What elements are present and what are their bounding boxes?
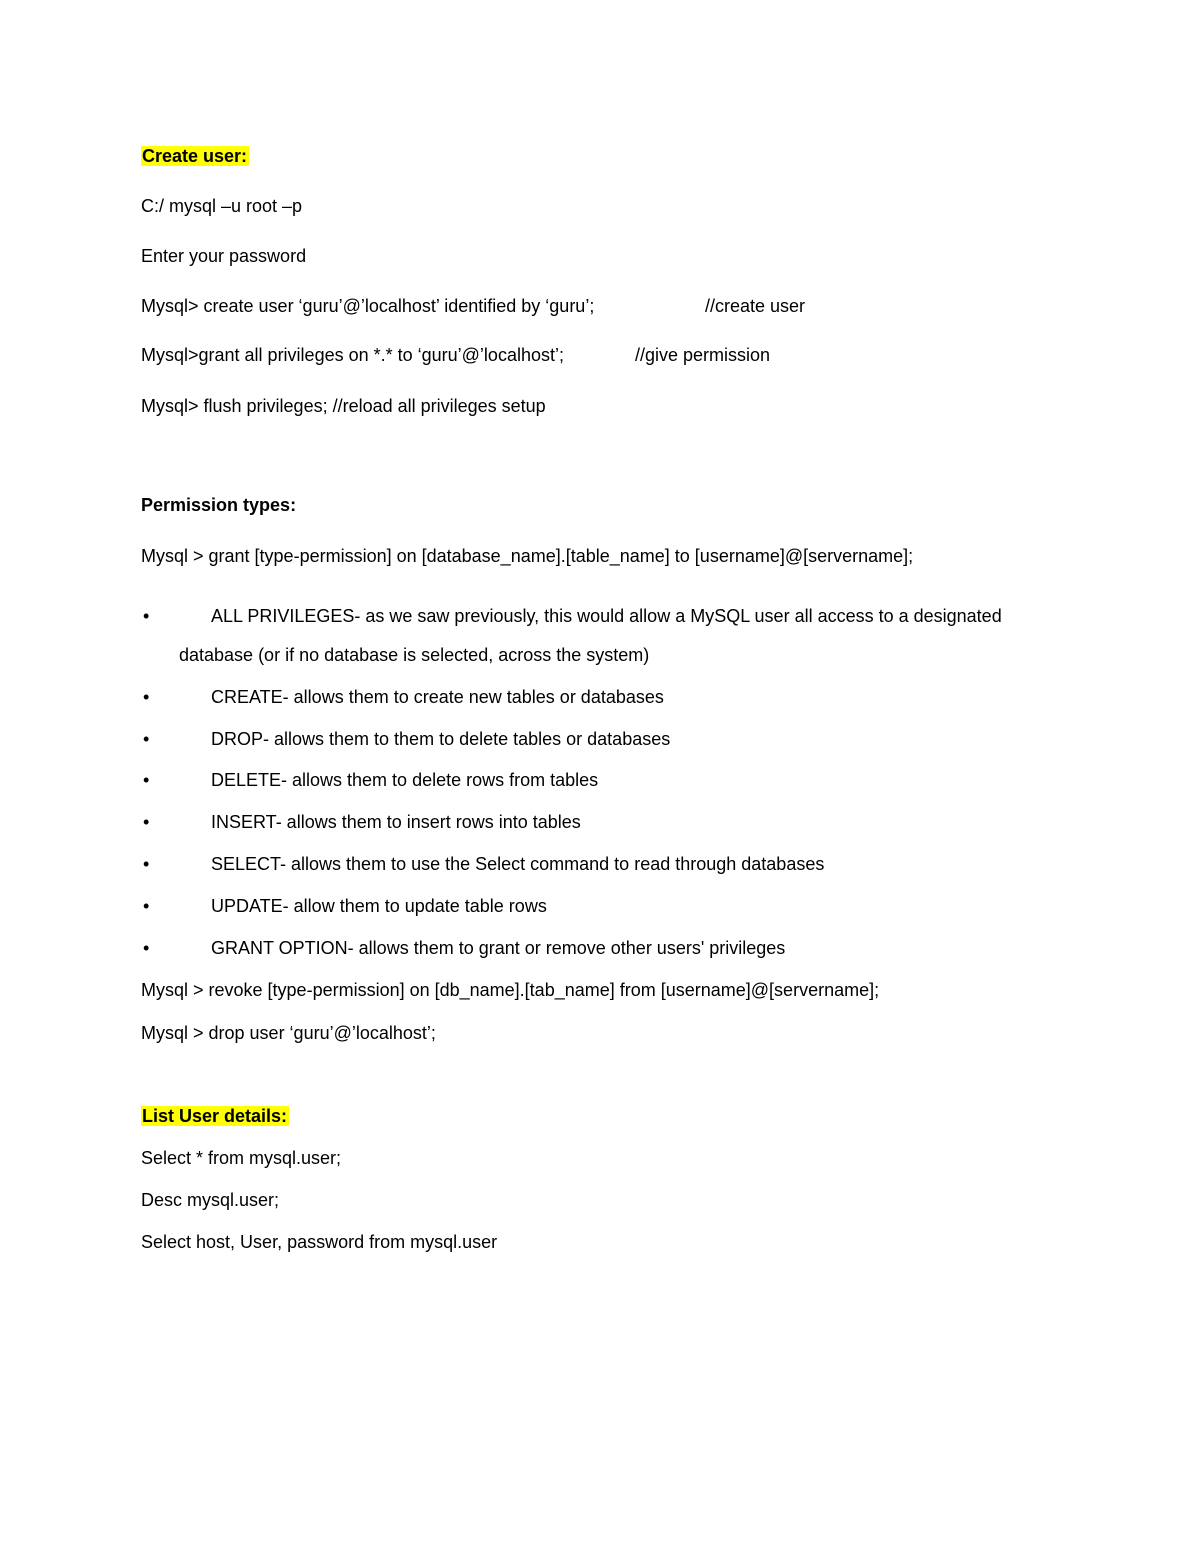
cmd-grant-all xyxy=(141,343,771,367)
bullet-all-privileges-text: ALL PRIVILEGES- as we saw previously, this would allow a MySQL user all access to a designated xyxy=(211,606,1002,626)
select-all-users: Select * from mysql.user; xyxy=(141,1148,342,1168)
select-host-user-password: Select host, User, password from mysql.user xyxy=(141,1232,498,1252)
permission-types-heading: Permission types: xyxy=(141,495,297,515)
bullet-dot: • xyxy=(143,770,150,790)
grant-syntax: Mysql > grant [type-permission] on [database_name].[table_name] to [username]@[servername]; xyxy=(141,546,914,566)
bullet-drop-text: DROP- allows them to them to delete tables or databases xyxy=(211,729,671,749)
bullet-dot: • xyxy=(143,896,150,916)
bullet-update-text: UPDATE- allow them to update table rows xyxy=(211,896,547,916)
bullet-dot: • xyxy=(143,687,150,707)
bullet-dot: • xyxy=(143,854,150,874)
bullet-select-text: SELECT- allows them to use the Select command to read through databases xyxy=(211,854,825,874)
bullet-dot: • xyxy=(143,606,150,626)
enter-password-text: Enter your password xyxy=(141,246,307,266)
create-user-heading-text: Create user: xyxy=(142,146,248,166)
cmd-flush-privileges: Mysql> flush privileges; //reload all privileges setup xyxy=(141,396,546,416)
bullet-insert-text: INSERT- allows them to insert rows into tables xyxy=(211,812,581,832)
cmd-create-user xyxy=(141,294,806,318)
list-user-details-heading-text: List User details: xyxy=(142,1106,288,1126)
drop-user-cmd: Mysql > drop user ‘guru’@’localhost’; xyxy=(141,1023,436,1043)
bullet-create-text: CREATE- allows them to create new tables or databases xyxy=(211,687,664,707)
bullet-grant-option-text: GRANT OPTION- allows them to grant or remove other users' privileges xyxy=(211,938,786,958)
desc-user-table: Desc mysql.user; xyxy=(141,1190,280,1210)
create-user-heading xyxy=(141,144,249,168)
bullet-dot: • xyxy=(143,938,150,958)
cmd-grant-all-text: Mysql>grant all privileges on *.* to ‘guru’@’localhost’; xyxy=(141,345,564,365)
cmd-create-user-text: Mysql> create user ‘guru’@’localhost’ identified by ‘guru’; xyxy=(141,296,595,316)
list-user-details-heading xyxy=(141,1104,289,1128)
revoke-syntax: Mysql > revoke [type-permission] on [db_name].[tab_name] from [username]@[servername]; xyxy=(141,980,880,1000)
cmd-login: C:/ mysql –u root –p xyxy=(141,196,303,216)
bullet-dot: • xyxy=(143,729,150,749)
bullet-all-privileges-continuation: database (or if no database is selected, across the system) xyxy=(179,645,650,665)
comment-create-user: //create user xyxy=(705,296,806,316)
bullet-dot: • xyxy=(143,812,150,832)
comment-give-permission: //give permission xyxy=(635,345,771,365)
bullet-delete-text: DELETE- allows them to delete rows from tables xyxy=(211,770,599,790)
